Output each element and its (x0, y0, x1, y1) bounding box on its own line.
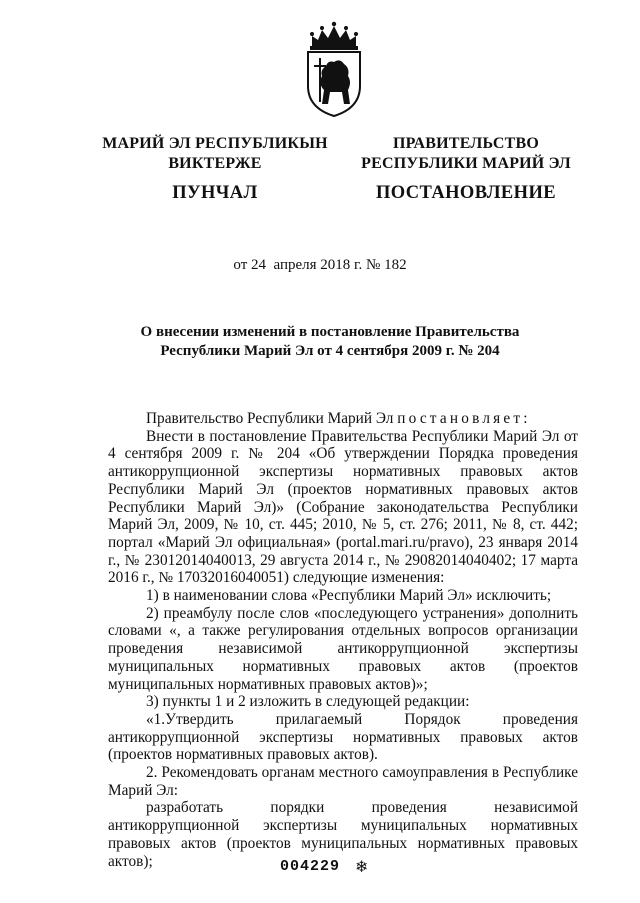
document-title (80, 323, 580, 361)
quote-point-2: 2. Рекомендовать органам местного самоуправления в Республике Марий Эл: (108, 764, 578, 799)
title-line1: О внесении изменений в постановление Правительства (140, 324, 520, 340)
header-right-block (356, 134, 576, 205)
serial-number: 004229 (280, 858, 341, 875)
list-item-2: 2) преамбулу после слов «последующего устранения» дополнить словами «, а также регулирования отдельных вопросов организации проведения независимой антикоррупционной экспертизы муниципальных нормативных правовых актов (проектов муниципальных нормативных правовых актов)»; (108, 604, 578, 693)
header-left-doc-type: ПУНЧАЛ (172, 183, 258, 203)
intro-text: Правительство Республики Марий Эл (146, 410, 394, 427)
mari-el-coat-of-arms-icon (300, 20, 368, 118)
paragraph-1: Внести в постановление Правительства Республики Марий Эл от 4 сентября 2009 г. № 204 «Об утверждении Порядка проведения антикоррупционной экспертизы нормативных правовых актов Республики Марий Эл (проектов нормативных правовых актов Республики Марий Эл)» (Собрание законодательства Республики Марий Эл, 2009, № 10, ст. 445; 2010, № 5, ст. 276; 2011, № 8, ст. 442; портал «Марий Эл официальная» (portal.mari.ru/pravo), 23 января 2014 г., № 23012014040013, 29 августа 2014 г., № 29082014040402; 17 марта 2016 г., № 17032016040051) следующие изменения: (108, 427, 578, 587)
header-left-block (95, 134, 335, 205)
date-prefix: от (233, 257, 248, 273)
quote-point-2-sub: разработать порядки проведения независимой антикоррупционной экспертизы муниципальных нормативных правовых актов (проектов муниципальных нормативных правовых актов); (108, 799, 578, 870)
list-item-1: 1) в наименовании слова «Республики Марий Эл» исключить; (146, 587, 552, 605)
header-left-line1: МАРИЙ ЭЛ РЕСПУБЛИКЫН (102, 135, 328, 152)
quote-point-1: «1.Утвердить прилагаемый Порядок проведения антикоррупционной экспертизы нормативных правовых актов (проектов нормативных правовых актов). (108, 710, 578, 764)
asterisk-ornament-icon: ❄ (355, 857, 369, 876)
date-line (0, 257, 640, 274)
date-month-year: апреля 2018 г. № (273, 257, 381, 273)
date-day: 24 (251, 257, 267, 273)
document-body (108, 410, 578, 870)
header-left-line2: ВИКТЕРЖЕ (168, 155, 262, 172)
list-item-3: 3) пункты 1 и 2 изложить в следующей редакции: (146, 693, 470, 711)
intro-paragraph (108, 410, 578, 428)
intro-decree: постановляет: (397, 410, 531, 427)
header-right-line1: ПРАВИТЕЛЬСТВО (392, 135, 540, 152)
title-line2: Республики Марий Эл от 4 сентября 2009 г. № 204 (160, 343, 500, 359)
document-number: 182 (384, 257, 407, 273)
header-right-doc-type: ПОСТАНОВЛЕНИЕ (375, 183, 556, 203)
header-right-line2: РЕСПУБЛИКИ МАРИЙ ЭЛ (361, 155, 571, 172)
